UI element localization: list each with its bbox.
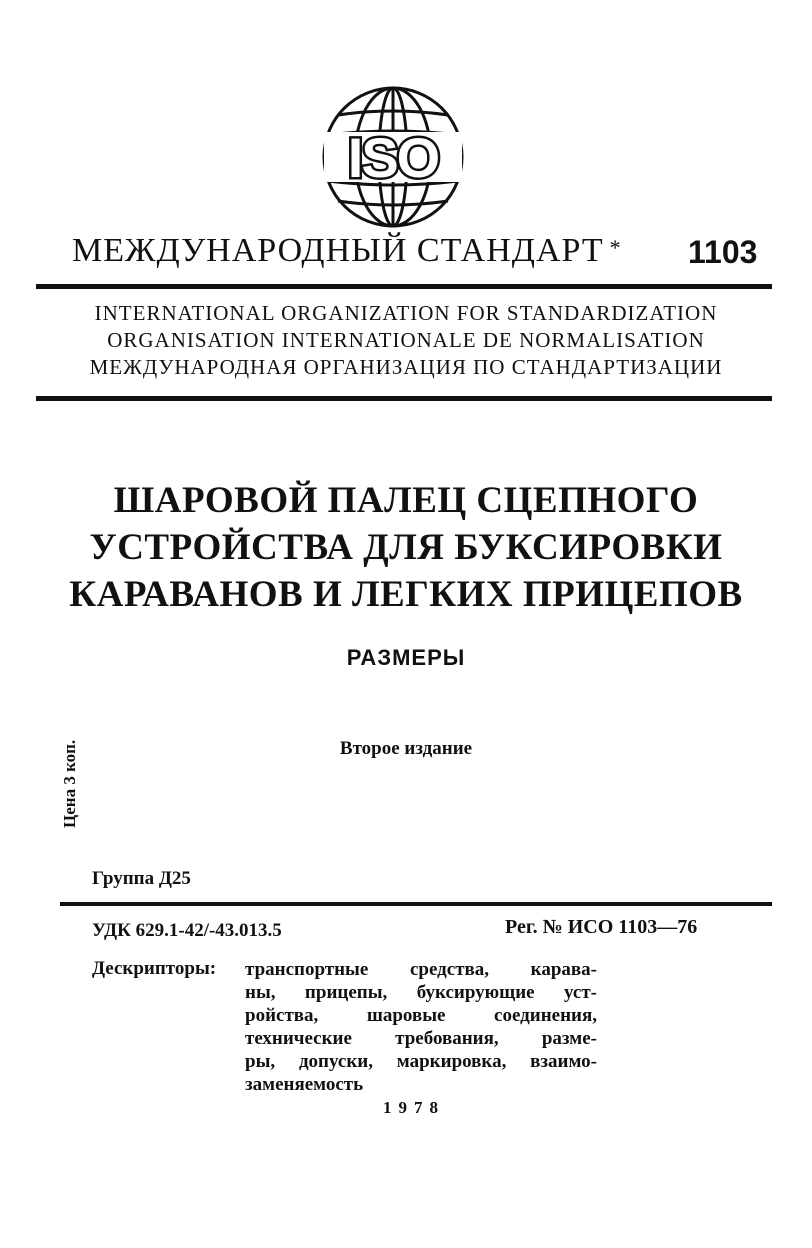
descriptor-line: технические требования, разме- xyxy=(245,1028,597,1049)
top-rule xyxy=(36,284,772,289)
title-line: КАРАВАНОВ И ЛЕГКИХ ПРИЦЕПОВ xyxy=(69,574,743,615)
descriptor-line: ройства, шаровые соединения, xyxy=(245,1005,597,1026)
standard-title: МЕЖДУНАРОДНЫЙ СТАНДАРТ xyxy=(72,232,604,269)
org-rule xyxy=(36,396,772,401)
standard-heading xyxy=(72,232,622,270)
iso-logo-text: ISO xyxy=(347,126,439,189)
standard-number: 1103 xyxy=(688,234,758,270)
meta-rule xyxy=(60,902,772,906)
price-label: Цена 3 коп. xyxy=(60,739,79,828)
group-label: Группа Д25 xyxy=(92,868,191,889)
iso-logo xyxy=(318,85,468,230)
title-line: УСТРОЙСТВА ДЛЯ БУКСИРОВКИ xyxy=(89,527,723,568)
document-title xyxy=(0,477,812,618)
descriptor-line: заменяемость xyxy=(245,1074,364,1095)
publication-year: 1978 xyxy=(383,1098,445,1117)
document-subtitle: РАЗМЕРЫ xyxy=(346,645,466,670)
descriptor-line: ры, допуски, маркировка, взаимо- xyxy=(245,1051,597,1072)
org-line-en: INTERNATIONAL ORGANIZATION FOR STANDARDIZATION xyxy=(94,301,718,325)
title-line: ШАРОВОЙ ПАЛЕЦ СЦЕПНОГО xyxy=(113,480,699,521)
descriptors-label: Дескрипторы: xyxy=(92,958,217,979)
standard-marker: * xyxy=(609,235,622,260)
registration-number: Рег. № ИСО 1103—76 xyxy=(505,916,698,938)
descriptor-line: ны, прицепы, буксирующие уст- xyxy=(245,982,597,1003)
org-line-fr: ORGANISATION INTERNATIONALE DE NORMALISATION xyxy=(107,328,705,352)
udc-code: УДК 629.1-42/-43.013.5 xyxy=(92,920,282,941)
descriptors-text xyxy=(245,958,597,1096)
edition-label: Второе издание xyxy=(339,738,473,759)
descriptor-line: транспортные средства, карава- xyxy=(245,959,597,980)
org-line-ru: МЕЖДУНАРОДНАЯ ОРГАНИЗАЦИЯ ПО СТАНДАРТИЗАЦИИ xyxy=(89,355,723,379)
